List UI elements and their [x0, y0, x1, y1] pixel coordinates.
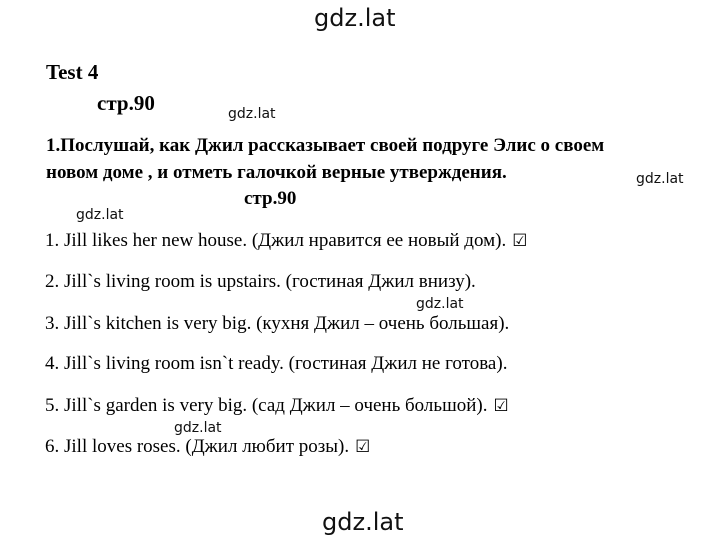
statement-5 [45, 395, 509, 417]
task-instruction-line-1: 1.Послушай, как Джил рассказывает своей подруге Элис о своем [46, 135, 605, 156]
checkbox-checked-icon: ☑ [355, 437, 371, 457]
watermark-bottom: gdz.lat [322, 508, 404, 536]
statement-6 [45, 436, 370, 458]
statement-4 [45, 353, 507, 375]
page-reference: стр.90 [97, 91, 155, 115]
checkbox-checked-icon: ☑ [493, 396, 509, 416]
statement-text: 1. Jill likes her new house. (Джил нравится ее новый дом). [45, 230, 507, 251]
statement-text: 6. Jill loves roses. (Джил любит розы). [45, 436, 350, 457]
statement-text: 2. Jill`s living room is upstairs. (гостиная Джил внизу). [45, 271, 476, 292]
statement-text: 5. Jill`s garden is very big. (сад Джил – очень большой). [45, 395, 488, 416]
watermark: gdz.lat [174, 420, 222, 436]
watermark-top: gdz.lat [314, 4, 396, 32]
statement-text: 4. Jill`s living room isn`t ready. (гостиная Джил не готова). [45, 353, 508, 374]
watermark: gdz.lat [416, 296, 464, 312]
checkbox-checked-icon: ☑ [512, 231, 528, 251]
statement-text: 3. Jill`s kitchen is very big. (кухня Джил – очень большая). [45, 313, 510, 334]
task-instruction-line-2: новом доме , и отметь галочкой верные утверждения. [46, 162, 507, 183]
task-page-reference: стр.90 [244, 188, 297, 209]
statement-3 [45, 313, 509, 335]
watermark: gdz.lat [636, 171, 684, 187]
test-title: Test 4 [46, 60, 99, 84]
watermark: gdz.lat [228, 106, 276, 122]
statement-1 [45, 230, 527, 252]
statement-2 [45, 271, 476, 293]
watermark: gdz.lat [76, 207, 124, 223]
